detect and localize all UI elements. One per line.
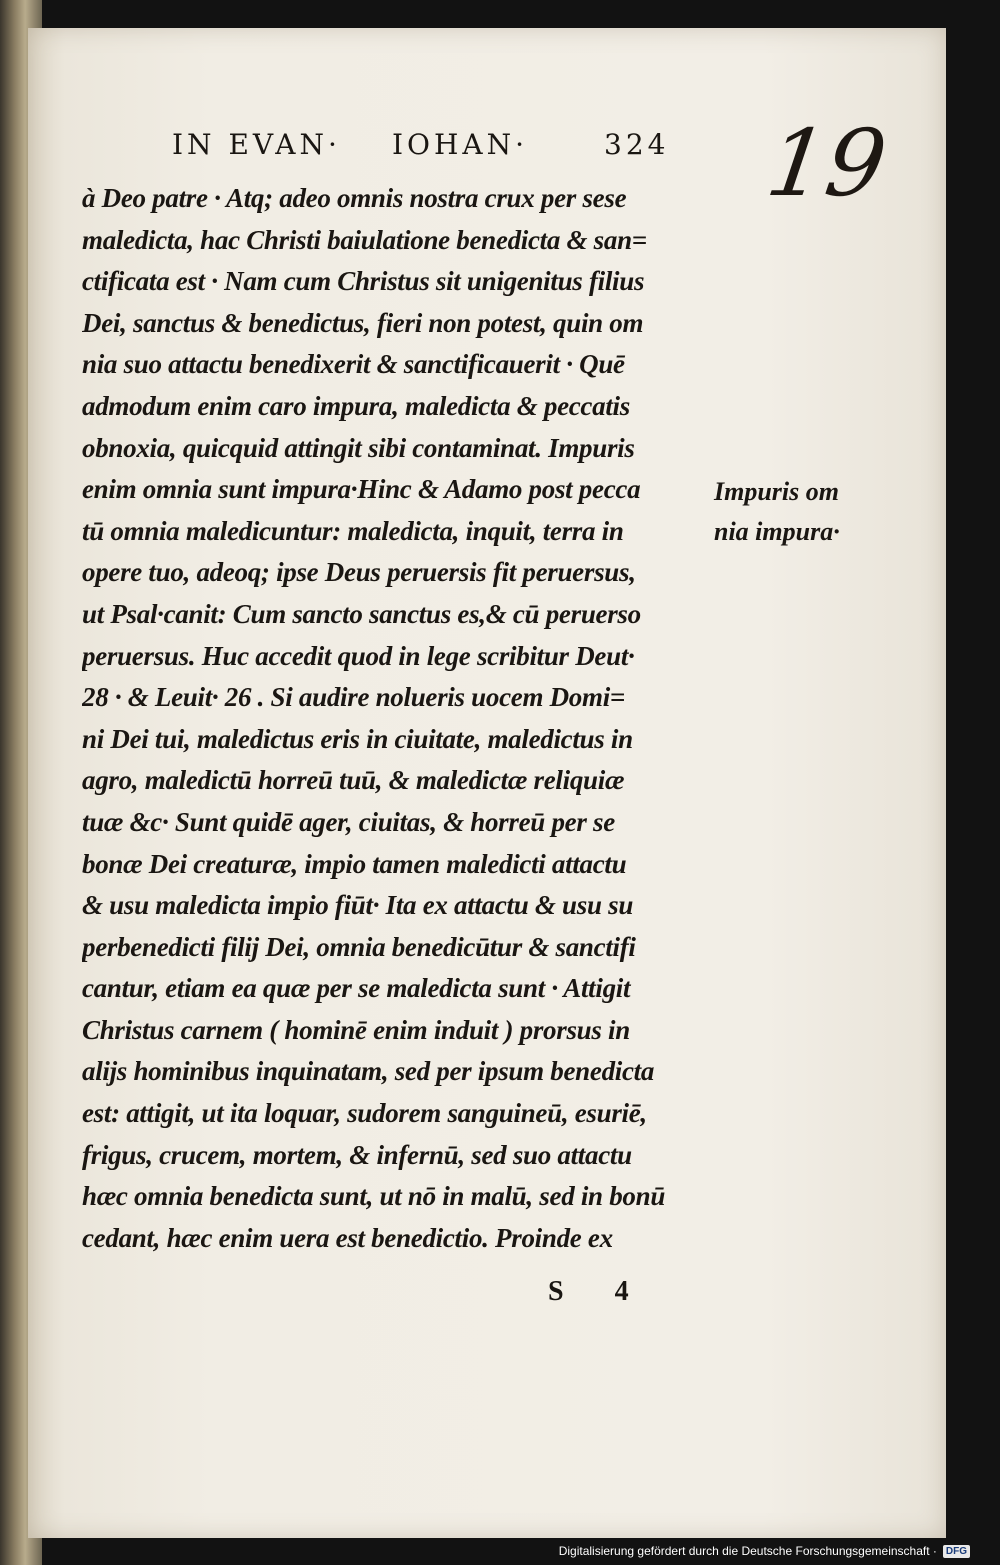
text-line: opere tuo, adeoq; ipse Deus peruersis fit peruersus, — [82, 557, 636, 588]
text-line: ni Dei tui, maledictus eris in ciuitate, maledictus in — [82, 723, 633, 754]
text-line: & usu maledicta impio fiūt· Ita ex attactu & usu su — [82, 890, 634, 921]
text-line: cedant, hæc enim uera est benedictio. Proinde ex — [82, 1222, 613, 1253]
digitization-footer — [559, 1543, 970, 1559]
text-line: à Deo patre · Atq; adeo omnis nostra crux per sese — [82, 183, 627, 213]
text-line: perbenedicti filij Dei, omnia benedicūtur & sanctifi — [82, 931, 636, 962]
running-header — [172, 128, 672, 168]
text-line: tuæ &c· Sunt quidē ager, ciuitas, & horreū per se — [82, 806, 615, 837]
text-line: tū omnia maledicuntur: maledicta, inquit, terra in — [82, 515, 624, 546]
footer-credit-text: Digitalisierung gefördert durch die Deutsche Forschungsgemeinschaft · — [558, 1544, 937, 1558]
header-title-middle: IOHAN· — [392, 128, 529, 161]
text-line: 28 · & Leuit· 26 . Si audire nolueris uocem Domi= — [82, 682, 625, 713]
text-line: cantur, etiam ea quæ per se maledicta sunt · Attigit — [82, 973, 631, 1004]
text-line: obnoxia, quicquid attingit sibi contaminat. Impuris — [82, 432, 635, 463]
signature-mark: S 4 — [548, 1276, 651, 1307]
text-line: peruersus. Huc accedit quod in lege scribitur Deut· — [82, 640, 635, 671]
text-line: admodum enim caro impura, maledicta & peccatis — [82, 390, 630, 421]
text-line: bonæ Dei creaturæ, impio tamen maledicti attactu — [82, 848, 627, 879]
text-line: est: attigit, ut ita loquar, sudorem sanguineū, esuriē, — [82, 1098, 647, 1129]
text-line: hæc omnia benedicta sunt, ut nō in malū, sed in bonū — [82, 1181, 666, 1212]
text-line: alijs hominibus inquinatam, sed per ipsum benedicta — [82, 1056, 655, 1087]
text-line: ut Psal·canit: Cum sancto sanctus es,& cū peruerso — [82, 598, 641, 629]
handwritten-folio-number: 19 — [760, 110, 893, 217]
text-line: Christus carnem ( hominē enim induit ) prorsus in — [82, 1014, 630, 1045]
text-line: nia suo attactu benedixerit & sanctificauerit · Quē — [82, 349, 625, 380]
text-line: frigus, crucem, mortem, & infernū, sed suo attactu — [82, 1139, 632, 1170]
margin-note-line: Impuris om — [714, 477, 839, 506]
dfg-logo: DFG — [943, 1545, 970, 1558]
text-line: agro, maledictū horreū tuū, & maledictæ reliquiæ — [82, 765, 625, 796]
text-line: maledicta, hac Christi baiulatione benedicta & san= — [82, 224, 647, 255]
header-title-left: IN EVAN· — [172, 128, 341, 161]
margin-note — [714, 472, 884, 552]
main-text-block — [82, 178, 722, 1259]
text-line: Dei, sanctus & benedictus, fieri non potest, quin om — [82, 307, 644, 338]
text-line: enim omnia sunt impura·Hinc & Adamo post pecca — [82, 474, 641, 505]
header-page-number: 324 — [604, 128, 670, 161]
margin-note-line: nia impura· — [714, 517, 840, 546]
text-line: ctificata est · Nam cum Christus sit unigenitus filius — [82, 266, 645, 297]
